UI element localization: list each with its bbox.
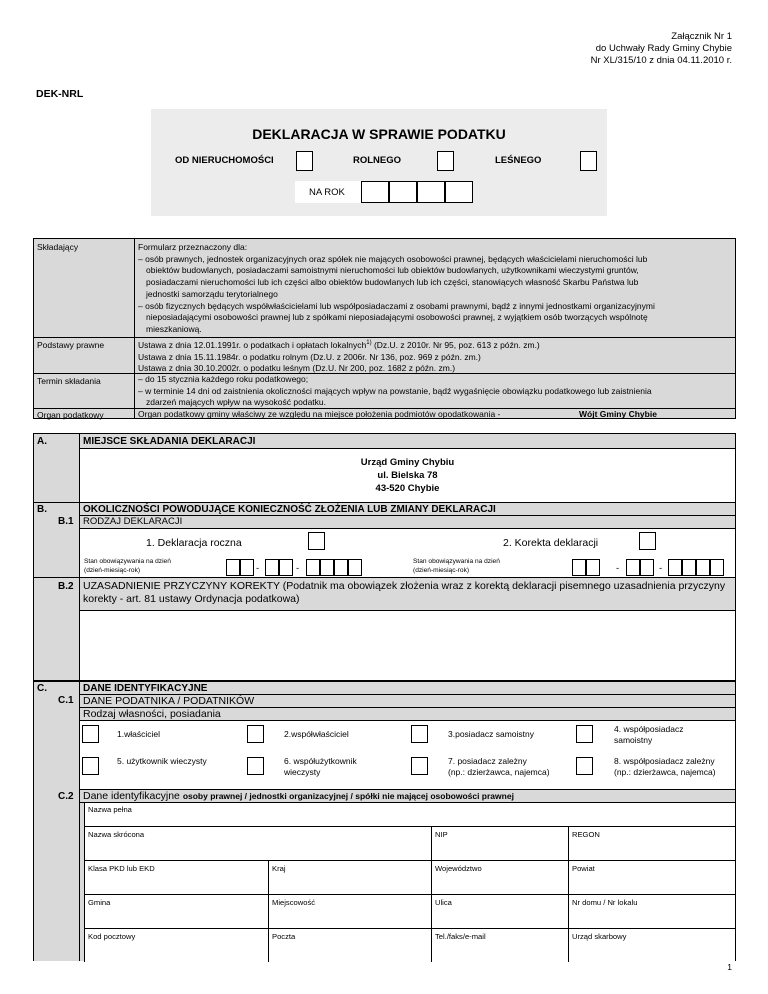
termin-text: – do 15 stycznia każdego roku podatkowego; – w terminie 14 dni od zaistnienia okoliczności mających wpływ na powstanie, bądź wygaśnięcie obowiązku podatkowego lub zaistnienia zdarzeń mających wpływ na wysokość podatku. [138,374,652,408]
date1-y1[interactable] [306,559,320,576]
organ-bold: Wójt Gminy Chybie [579,409,657,419]
annex-line-3: Nr XL/315/10 z dnia 04.11.2010 r. [590,55,732,66]
organ-label: Organ podatkowy [37,410,104,420]
own-cb-4[interactable] [576,725,593,743]
section-c-title: DANE IDENTYFIKACYJNE [83,683,208,694]
year-digit-2[interactable] [389,181,417,203]
date2-m2[interactable] [640,559,654,576]
page-number: 1 [727,962,732,972]
annex-line-2: do Uchwały Rady Gminy Chybie [595,43,732,54]
date2-y4[interactable] [710,559,724,576]
own-cb-3[interactable] [411,725,428,743]
checkbox-lesny[interactable] [580,151,597,171]
field-nr-domu[interactable]: Nr domu / Nr lokalu [572,898,638,907]
date1-m2[interactable] [279,559,293,576]
option-rolny-label: ROLNEGO [353,155,402,166]
year-digit-3[interactable] [417,181,445,203]
option-lesny-label: LEŚNEGO [495,155,542,166]
section-b1-title: RODZAJ DEKLARACJI [83,516,183,527]
own-label-2: 2.współwłaściciel [284,729,349,739]
section-b-letter: B. [37,504,47,515]
date2-d2[interactable] [586,559,600,576]
year-label: NA ROK [309,187,345,198]
office-city: 43-520 Chybie [375,483,440,494]
organ-text: Organ podatkowy gminy właściwy ze względu na miejsce położenia podmiotów opodatkowania - [138,409,501,419]
korekta-reason-field[interactable] [80,610,735,680]
section-b1-number: B.1 [58,516,74,527]
section-b-title: OKOLICZNOŚCI POWODUJĄCE KONIECZNOŚĆ ZŁOŻENIA LUB ZMIANY DEKLARACJI [83,504,496,515]
field-ulica[interactable]: Ulica [435,898,452,907]
date2-dash-1: - [616,563,620,574]
own-label-7: 7. posiadacz zależny (np.: dzierżawca, najemca) [448,756,550,777]
checkbox-roczna[interactable] [308,532,325,550]
field-urzad-skarbowy[interactable]: Urząd skarbowy [572,932,627,941]
office-street: ul. Bielska 78 [377,470,438,481]
own-cb-1[interactable] [82,725,99,743]
annex-header [591,31,732,67]
id-fields-grid [84,803,735,962]
section-a-letter: A. [37,436,47,447]
section-c1-number: C.1 [58,695,74,706]
section-b2-title: UZASADNIENIE PRZYCZYNY KOREKTY (Podatnik ma obowiązek złożenia wraz z korektą deklaracji pisemnego uzasadnienia przyczyny korekty - art. 81 ustawy Ordynacja podatkowa) [83,580,726,605]
field-powiat[interactable]: Powiat [572,864,595,873]
checkbox-nieruchomosci[interactable] [296,151,313,171]
section-c2-number: C.2 [58,791,74,802]
section-c1-subtitle: Rodzaj własności, posiadania [83,708,221,720]
info-table [33,238,736,419]
skladajacy-text: Formularz przeznaczony dla: – osób prawnych, jednostek organizacyjnych oraz spółek nie mających osobowości prawnej, będących właścicielami nieruchomości lub obiektów budowlanych, posiadaczami samoistnymi nieruchomości lub obiektów budowlanych, użytkownikami wieczystymi gruntów, posiadaczami nieruchomości lub ich części albo obiektów budowlanych lub ich części, stanowiących własność Skarbu Państwa lub jednostki samorządu terytorialnego – osób fizycznych będących współwłaścicielami lub współposiadaczami z osobami prawnymi, bądź z innymi jednostkami organizacyjnymi nieposiadającymi osobowości prawnej lub z spółkami nieposiadającymi osobowości prawnej, z wyjątkiem osób tworzących wspólnotę mieszkaniową. [138,242,655,334]
section-b [33,503,736,681]
field-tel[interactable]: Tel./faks/e-mail [435,932,486,941]
section-c2-title: Dane identyfikacyjne osoby prawnej / jednostki organizacyjnej / spółki nie mającej osobowości prawnej [83,790,514,802]
own-label-1: 1.właściciel [117,729,160,739]
office-name: Urząd Gminy Chybiu [360,457,455,468]
section-c [33,681,736,961]
date1-y2[interactable] [320,559,334,576]
option-nieruchomosci-label: OD NIERUCHOMOŚCI [175,155,274,166]
year-digit-4[interactable] [445,181,473,203]
year-digit-1[interactable] [361,181,389,203]
office-address [80,456,735,495]
date1-m1[interactable] [265,559,279,576]
section-a-title: MIEJSCE SKŁADANIA DEKLARACJI [83,436,256,447]
own-cb-5[interactable] [82,757,99,775]
date2-y1[interactable] [668,559,682,576]
field-miejscowosc[interactable]: Miejscowość [272,898,316,907]
option-korekta-label: 2. Korekta deklaracji [503,537,599,549]
field-wojewodztwo[interactable]: Województwo [435,864,482,873]
section-a [33,433,736,503]
podstawy-label: Podstawy prawne [37,340,105,350]
skladajacy-label: Składający [37,242,79,252]
own-label-5: 5. użytkownik wieczysty [117,756,207,766]
own-cb-7[interactable] [411,757,428,775]
date1-d1[interactable] [226,559,240,576]
own-cb-2[interactable] [247,725,264,743]
field-regon[interactable]: REGON [572,830,600,839]
field-kod-pocztowy[interactable]: Kod pocztowy [88,932,136,941]
own-label-8: 8. współposiadacz zależny (np.: dzierżawca, najemca) [614,756,716,777]
checkbox-rolny[interactable] [437,151,454,171]
own-label-6: 6. współużytkownik wieczysty [284,756,357,777]
date1-d2[interactable] [240,559,254,576]
podstawy-text: Ustawa z dnia 12.01.1991r. o podatkach i opłatach lokalnych$^{1)}$ (Dz.U. z 2010r. Nr 95, poz. 613 z późn. zm.) Ustawa z dnia 15.11.1984r. o podatku rolnym (Dz.U. z 2006r. Nr 136, poz. 969 z późn. zm.) Ustawa z dnia 30.10.2002r. o podatku leśnym (Dz.U. Nr 200, poz. 1682 z późn. zm.) [138,339,540,374]
date1-dash-1: - [256,563,260,574]
date2-label: Stan obowiązywania na dzień (dzień-miesiąc-rok) [413,558,500,574]
date2-m1[interactable] [626,559,640,576]
section-c-letter: C. [37,683,47,694]
date2-dash-2: - [659,563,663,574]
termin-label: Termin składania [37,376,101,386]
option-roczna-label: 1. Deklaracja roczna [146,537,242,549]
checkbox-korekta[interactable] [639,532,656,550]
date2-d1[interactable] [572,559,586,576]
date1-dash-2: - [296,563,300,574]
form-title: DEKLARACJA W SPRAWIE PODATKU [252,126,506,142]
field-nip[interactable]: NIP [435,830,448,839]
date1-y3[interactable] [334,559,348,576]
field-poczta[interactable]: Poczta [272,932,296,941]
date1-label: Stan obowiązywania na dzień (dzień-miesiąc-rok) [84,558,171,574]
title-box [151,109,607,216]
own-label-4: 4. współposiadacz samoistny [614,724,684,745]
field-pkd[interactable]: Klasa PKD lub EKD [88,864,155,873]
date1-y4[interactable] [348,559,362,576]
own-cb-6[interactable] [247,757,264,775]
own-label-3: 3.posiadacz samoistny [448,729,534,739]
field-gmina[interactable]: Gmina [88,898,111,907]
field-nazwa-skrocona[interactable]: Nazwa skrócona [88,830,145,839]
own-cb-8[interactable] [576,757,593,775]
annex-line-1: Załącznik Nr 1 [671,31,732,42]
field-nazwa-pelna[interactable]: Nazwa pełna [88,805,132,814]
date2-y2[interactable] [682,559,696,576]
date2-y3[interactable] [696,559,710,576]
section-c1-title: DANE PODATNIKA / PODATNIKÓW [83,695,255,707]
section-b2-number: B.2 [58,581,74,592]
field-kraj[interactable]: Kraj [272,864,286,873]
form-code: DEK-NRL [36,88,84,100]
